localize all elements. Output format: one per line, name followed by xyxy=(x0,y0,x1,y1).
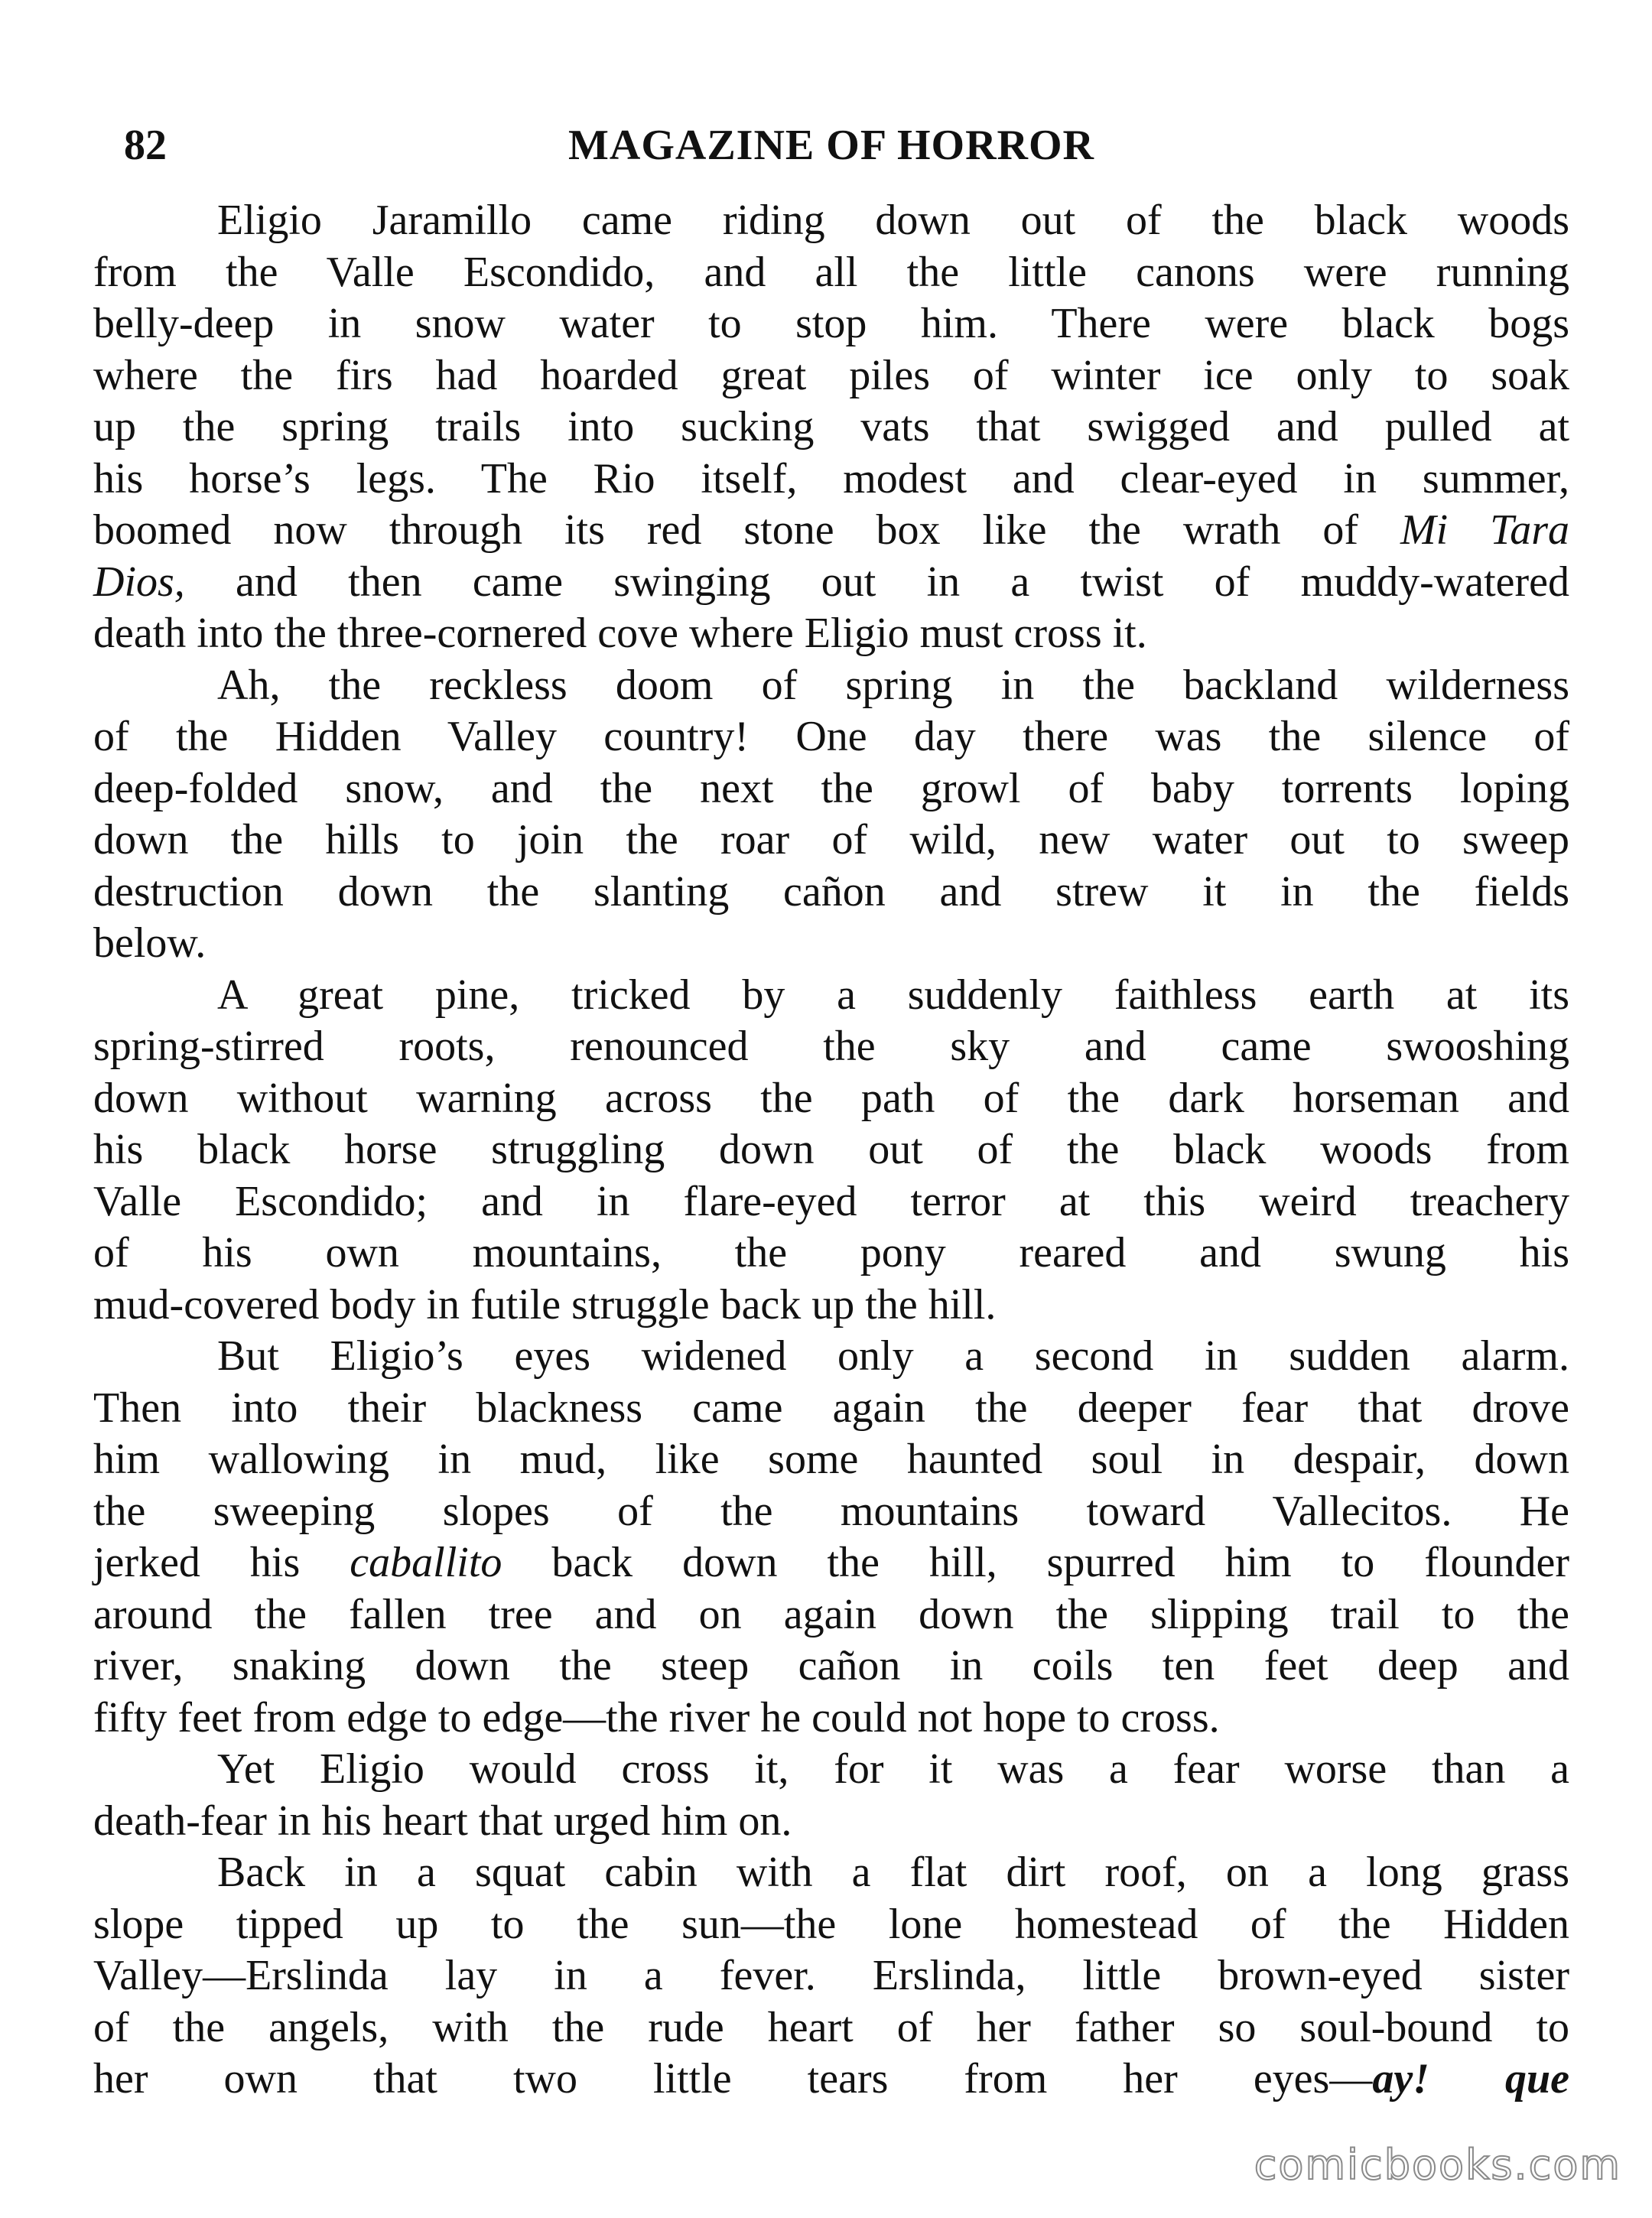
text-line: death into the three-cornered cove where Eligio must cross it. xyxy=(93,610,1147,657)
text-line: of his own mountains, the pony reared and swung his xyxy=(93,1229,1569,1276)
text-line xyxy=(93,505,1569,557)
text-line: where the firs had hoarded great piles of winter ice only to soak xyxy=(93,351,1569,399)
text-line: Valle Escondido; and in flare-eyed terror at this weird treachery xyxy=(93,1177,1569,1225)
italic-phrase: ay! que xyxy=(1372,2055,1569,2103)
text-line: A great pine, tricked by a suddenly faithless earth at its xyxy=(217,971,1569,1019)
paragraph-1 xyxy=(93,195,1569,660)
text-run: and then came swinging out in a twist of muddy-watered xyxy=(184,558,1569,606)
text-line: below. xyxy=(93,919,206,967)
text-line: Back in a squat cabin with a flat dirt roof, on a long grass xyxy=(217,1849,1569,1896)
paragraph-5 xyxy=(93,1744,1569,1847)
text-line: belly-deep in snow water to stop him. There were black bogs xyxy=(93,300,1569,347)
text-line: his horse’s legs. The Rio itself, modest and clear-eyed in summer, xyxy=(93,454,1569,502)
text-line: of the Hidden Valley country! One day there was the silence of xyxy=(93,713,1569,760)
text-line: slope tipped up to the sun—the lone homestead of the Hidden xyxy=(93,1900,1569,1948)
text-line xyxy=(93,2054,1569,2106)
text-line: But Eligio’s eyes widened only a second in sudden alarm. xyxy=(217,1332,1569,1380)
text-line xyxy=(93,1537,1569,1589)
text-line: deep-folded snow, and the next the growl of baby torrents loping xyxy=(93,764,1569,812)
text-line: Ah, the reckless doom of spring in the backland wilderness xyxy=(217,661,1569,709)
text-line: from the Valle Escondido, and all the little canons were running xyxy=(93,248,1569,296)
text-line: destruction down the slanting cañon and strew it in the fields xyxy=(93,867,1569,915)
text-line: down the hills to join the roar of wild, new water out to sweep xyxy=(93,816,1569,863)
paragraph-3 xyxy=(93,970,1569,1332)
paragraph-2 xyxy=(93,660,1569,970)
italic-phrase: caballito xyxy=(350,1539,502,1586)
text-run: her own that two little tears from her eyes— xyxy=(93,2055,1373,2103)
text-line: Yet Eligio would cross it, for it was a fear worse than a xyxy=(217,1745,1569,1793)
text-line: down without warning across the path of the dark horseman and xyxy=(93,1074,1569,1122)
text-line: Then into their blackness came again the deeper fear that drove xyxy=(93,1384,1569,1432)
italic-phrase: Dios, xyxy=(93,558,185,606)
text-line: fifty feet from edge to edge—the river he could not hope to cross. xyxy=(93,1693,1220,1742)
text-run: boomed now through its red stone box like the wrath of xyxy=(93,506,1400,554)
text-line: spring-stirred roots, renounced the sky and came swooshing xyxy=(93,1023,1569,1070)
site-watermark: comicbooks.com xyxy=(1254,2141,1621,2189)
text-line: the sweeping slopes of the mountains toward Vallecitos. He xyxy=(93,1487,1569,1535)
text-run: back down the hill, spurred him to flounder xyxy=(502,1539,1569,1586)
text-run: jerked his xyxy=(93,1539,350,1586)
magazine-title: MAGAZINE OF HORROR xyxy=(568,122,1094,169)
text-line: him wallowing in mud, like some haunted soul in despair, down xyxy=(93,1436,1569,1483)
text-line: his black horse struggling down out of the black woods from xyxy=(93,1126,1569,1173)
text-line: Valley—Erslinda lay in a fever. Erslinda, little brown-eyed sister xyxy=(93,1952,1569,1999)
text-line: Eligio Jaramillo came riding down out of the black woods xyxy=(217,197,1569,244)
text-line: around the fallen tree and on again down the slipping trail to the xyxy=(93,1590,1569,1638)
body-text xyxy=(93,195,1569,2106)
paragraph-4 xyxy=(93,1331,1569,1744)
text-line: up the spring trails into sucking vats that swigged and pulled at xyxy=(93,403,1569,450)
text-line: river, snaking down the steep cañon in coils ten feet deep and xyxy=(93,1642,1569,1690)
text-line xyxy=(93,557,1569,609)
text-line: mud-covered body in futile struggle back up the hill. xyxy=(93,1280,997,1329)
running-head xyxy=(93,115,1569,176)
text-line: death-fear in his heart that urged him on. xyxy=(93,1797,792,1845)
paragraph-6 xyxy=(93,1847,1569,2106)
text-line: of the angels, with the rude heart of her father so soul-bound to xyxy=(93,2003,1569,2051)
italic-phrase: Mi Tara xyxy=(1400,506,1569,554)
page-number: 82 xyxy=(124,122,167,169)
